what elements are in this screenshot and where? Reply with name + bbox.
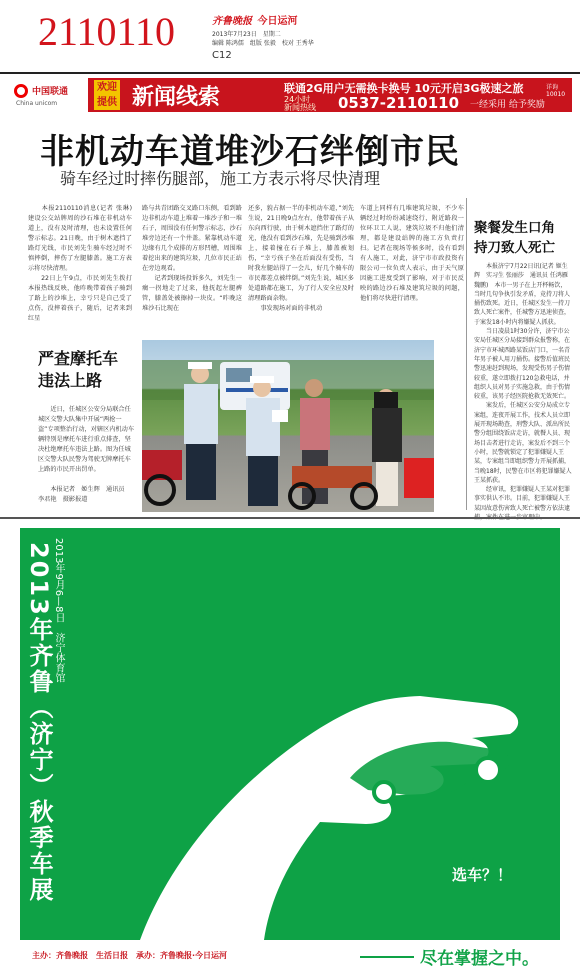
welcome-badge: 欢迎 提供: [94, 80, 120, 110]
hotline-phone: 0537-2110110: [338, 94, 460, 112]
slogan-dash: [360, 956, 414, 958]
banner-promo-tail: 详询10010: [546, 84, 566, 98]
paper-name: [212, 12, 297, 27]
sponsor-name: 中国联通: [32, 87, 69, 97]
column-divider: [466, 198, 467, 510]
hotline-number: 2110110: [38, 9, 176, 54]
issue-meta: [212, 30, 314, 48]
banner-promo: 联通2G用户无需换卡换号 10元开启3G极速之旅: [284, 82, 524, 95]
issue-date: 2013年7月23日 星期二: [212, 31, 281, 38]
side-story-headline: 聚餐发生口角 持刀致人死亡: [474, 220, 555, 256]
paper-edition: 今日运河: [257, 16, 298, 27]
hotline-label: 24小时 新闻热线: [284, 95, 316, 112]
sub-story-headline: 严查摩托车 违法上路: [38, 349, 119, 390]
page-number: C12: [212, 50, 232, 61]
police-ticket-photo: [142, 340, 434, 512]
sponsor-logo: [8, 78, 88, 112]
masthead-divider: [0, 72, 580, 74]
news-hotline-banner: [8, 78, 572, 112]
article-column-3: 还多，貌占据一半的非机动车道，”刘先生说，21日晚9点左右，他带着孩子从东向西行驶，由于树木遮挡住了路灯的光，他没有看到沙石堆，先是骑到沙堆上，接着撞在石子堆上，膝盖被划伤，“幸亏孩子坐在后面没有受伤，当时我左腿站得了一会儿，好几个骑车的市民都差点被绊倒。”刘先生说，城区多处道路都在施工，为了行人安全应及时清理路面杂物。 事发现场对面的非机动: [248, 205, 354, 312]
sub-story-body: 近日，任城区公安分局联合任城区交警大队集中开展“两抢一盗”专项整治行动，对辖区内机动车辆特别是摩托车进行重点排查，坚决杜绝摩托车违法上路。图为任城区交警大队民警为驾驶无牌摩托车上路的市民开出罚单。 本报记者 姬生辉 通讯员 李君艳 摄影报道: [38, 406, 135, 503]
article-column-1: 本报2110110消息(记者 张琳) 建设公交站牌周的沙石堆在非机动车道上，没有及时清理，也未设置任何警示标志。21日晚，由于树木遮挡了路灯光线，市民刘先生骑车经过时不慎摔倒，摔伤了左腿膝盖。施工方表示将尽快清理。 22日上午9点，市民刘先生拨打本报热线反映，他昨晚带着孩子骑到了路上的沙堆上，幸亏只是自己受了点伤，没摔着孩子，随后，记者来到红星: [28, 205, 132, 322]
ad-organizers: 主办：齐鲁晚报 生活日报 承办：齐鲁晚报·今日运河: [32, 951, 228, 960]
banner-title: 新闻线索: [132, 85, 221, 110]
article-column-2: 路与共青团路交叉路口东侧，看到路边非机动车道上堆着一堆沙子和一堆石子，周围没有任何警示标志，沙石堆旁边还有一个井盖。紧靠机动车道边缘有几个成排的方形凹槽，周围堆着挖出来的建筑垃圾，几位市民正站在旁边观看。 记者到现场投诉多久，刘先生一瘸一拐地走了过来，他抚起左腿裤管，膝盖处被擦掉一块皮。“昨晚这堆沙石比现在: [142, 205, 242, 312]
section-divider: [0, 517, 580, 519]
reward-tag: 一经采用 给予奖励: [470, 100, 545, 110]
article-subhead: 骑车经过时摔伤腿部，施工方表示将尽快清理: [60, 169, 381, 188]
unicom-knot-icon: [14, 84, 28, 98]
masthead: [0, 0, 580, 76]
show-title: 2013年齐鲁（济宁）秋季车展: [25, 542, 53, 903]
car-show-ad: [20, 528, 560, 940]
show-dates: 2013年9月6—8日 济宁体育馆: [53, 538, 64, 683]
article-column-4: 车道上同样有几堆建筑垃圾，不少车辆经过时纷纷减速绕行，附近路段一位环卫工人说，建筑垃圾不归他们清理，都是建设站牌的施工方负责打扫。记者在现场等候多时，没有看到有人施工，对此，济宁市市政投资有限公司一位负责人表示，由于天气原因施工进度受到了影响，对于市民反映的路边沙石堆及建筑垃圾的问题，他们将尽快进行清理。: [360, 205, 464, 302]
ad-footer: [20, 944, 560, 970]
ad-question: 选车？！: [452, 866, 513, 884]
article-headline: 非机动车道堆沙石绊倒市民: [40, 132, 460, 172]
paper-brand: 齐鲁晚报: [212, 16, 252, 27]
sponsor-name-en: China unicom: [16, 100, 58, 107]
editors-line: 编辑 陈鸿儒 组版 张毅 校对 王秀华: [212, 40, 314, 47]
news-photo: [142, 340, 434, 512]
side-story-body: 本报济宁7月22日讯(记者 姬生辉 实习生 张丽莎 通讯员 任鸿雁 魏鹏) 本市一男子在上开杯畅饮，当时几句争执引发矛盾，竟持刀将人捅伤致死。近日，任城区发生一持刀致人死亡案件，任城警方迅速侦查，于案发18小时内将嫌疑人抓获。 当日凌晨1时30分许，济宁市公安局任城区分局接到群众报警称，在济宁市环城西路某饭店门口，一名青年男子被人用刀捅伤。接警后值班民警迅速赶到现场，发现受伤男子伤情较重，遂立即拨打120急救电话，并组织人员对男子实施急救，由于伤情较重，该男子经医院抢救无效死亡。 案发后，任城区公安分局成立专案组，连夜开展工作，技术人员立即展开现场勘查，刑警大队、派出所民警分组围绕饭店走访，就餐人员、现场目击者进行走访，案发后不到三个小时，民警就锁定了犯罪嫌疑人王某，专案组当即组织警力开展抓捕，当晚18时，民警在市区将犯罪嫌疑人王某抓获。 经审讯，犯罪嫌疑人王某对犯罪事实供认不讳。目前，犯罪嫌疑人王某因故意伤害致人死亡被警方依法逮: [474, 263, 572, 512]
ad-slogan: 尽在掌握之中。: [420, 949, 539, 969]
